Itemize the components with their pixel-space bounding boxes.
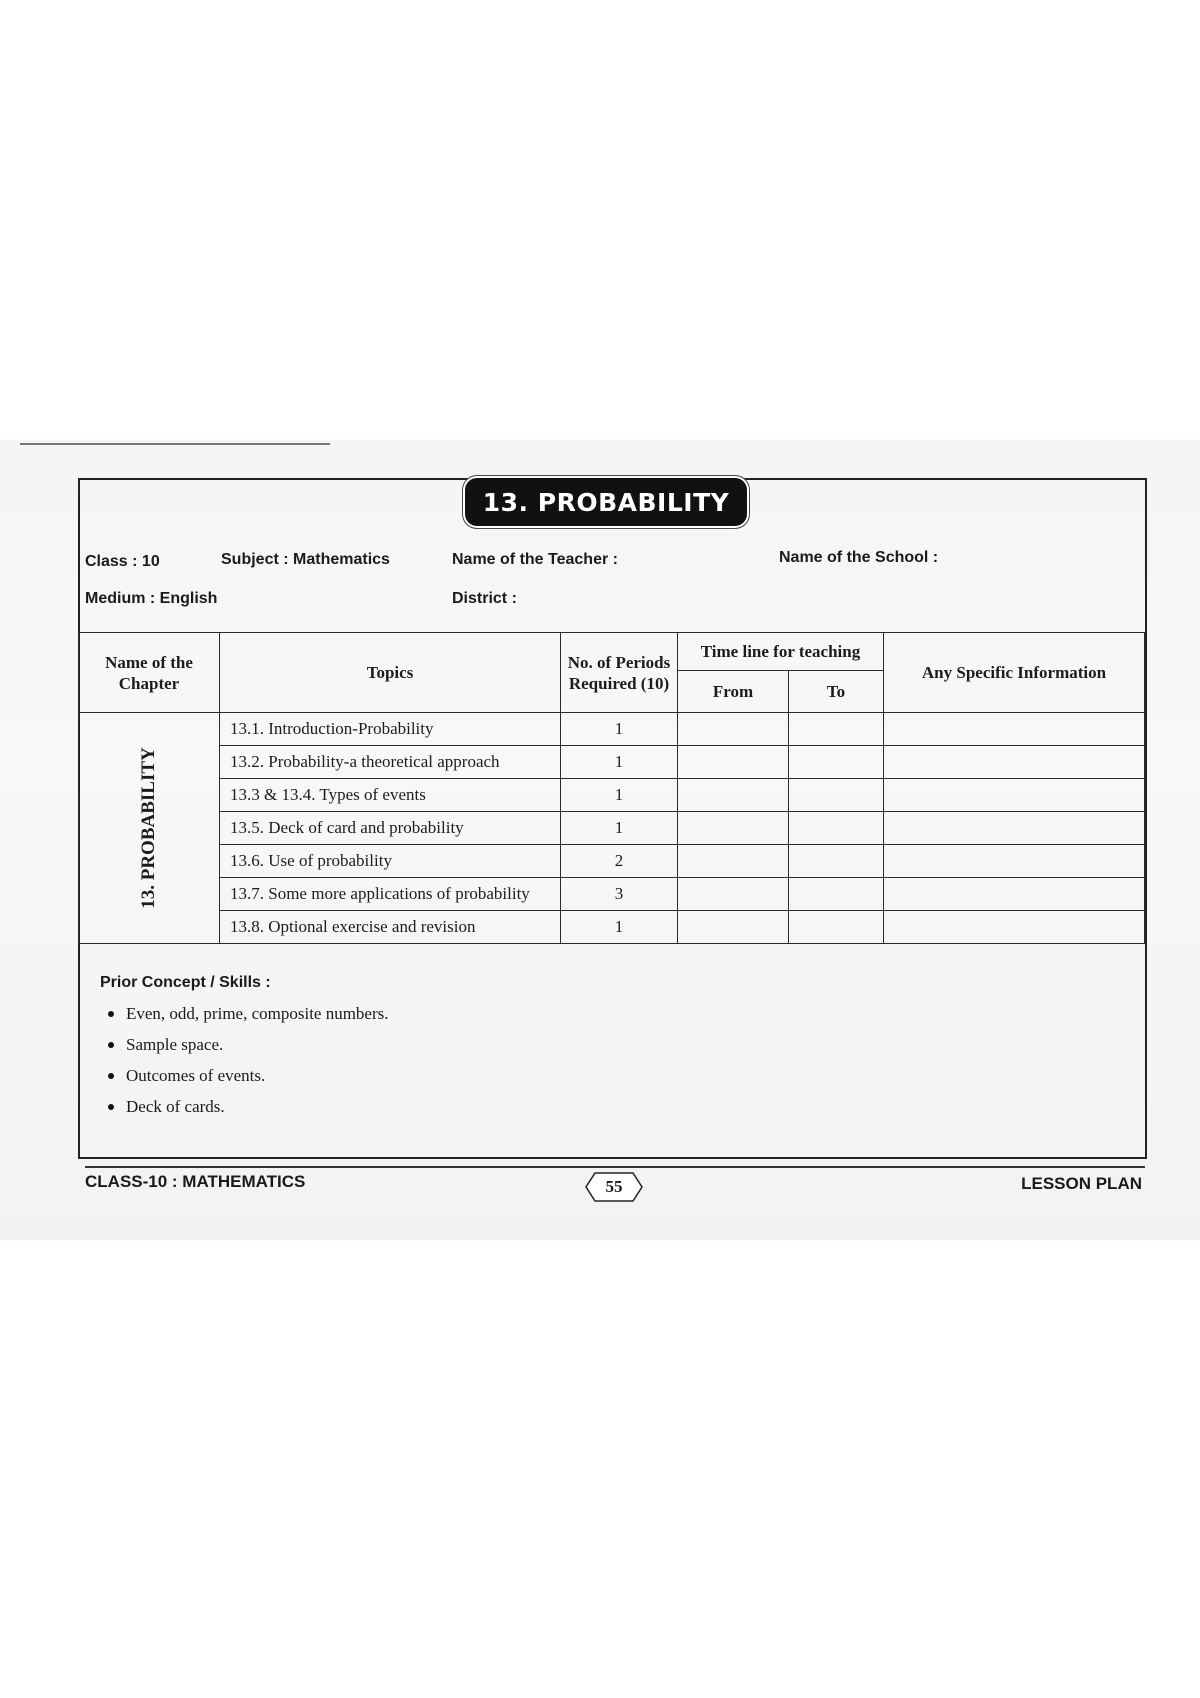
periods-cell: 3	[561, 878, 678, 911]
topic-cell: 13.8. Optional exercise and revision	[220, 911, 561, 944]
info-cell	[884, 713, 1145, 746]
list-item	[108, 998, 389, 1029]
list-item	[108, 1060, 389, 1091]
topic-cell: 13.7. Some more applications of probability	[220, 878, 561, 911]
from-cell	[678, 713, 789, 746]
lesson-plan-table	[78, 632, 1145, 944]
info-cell	[884, 911, 1145, 944]
header-timeline: Time line for teaching	[678, 633, 884, 671]
from-cell	[678, 746, 789, 779]
bullet-icon	[108, 1011, 114, 1017]
chapter-name-cell	[79, 713, 220, 944]
topic-cell: 13.1. Introduction-Probability	[220, 713, 561, 746]
info-cell	[884, 812, 1145, 845]
from-cell	[678, 911, 789, 944]
medium-label: Medium : English	[85, 590, 218, 607]
skill-text: Outcomes of events.	[126, 1065, 266, 1085]
school-name-label: Name of the School :	[779, 549, 939, 566]
subject-label: Subject : Mathematics	[221, 551, 390, 568]
to-cell	[789, 878, 884, 911]
class-label: Class : 10	[85, 553, 160, 570]
topic-cell: 13.6. Use of probability	[220, 845, 561, 878]
district-label: District :	[452, 590, 517, 607]
periods-cell: 1	[561, 713, 678, 746]
header-chapter: Name of the Chapter	[79, 633, 220, 713]
periods-cell: 1	[561, 779, 678, 812]
info-cell	[884, 878, 1145, 911]
topic-cell: 13.2. Probability-a theoretical approach	[220, 746, 561, 779]
footer-rule	[85, 1166, 1145, 1168]
chapter-name: 13. PROBABILITY	[138, 747, 159, 909]
to-cell	[789, 845, 884, 878]
skill-text: Even, odd, prime, composite numbers.	[126, 1003, 389, 1023]
skill-text: Sample space.	[126, 1034, 224, 1054]
periods-cell: 1	[561, 812, 678, 845]
prior-skills-list	[108, 998, 389, 1122]
header-info: Any Specific Information	[884, 633, 1145, 713]
page-number	[585, 1172, 643, 1202]
periods-cell: 1	[561, 746, 678, 779]
periods-cell: 2	[561, 845, 678, 878]
header-topics: Topics	[220, 633, 561, 713]
from-cell	[678, 878, 789, 911]
periods-cell: 1	[561, 911, 678, 944]
info-cell	[884, 845, 1145, 878]
list-item	[108, 1091, 389, 1122]
to-cell	[789, 812, 884, 845]
topic-cell: 13.5. Deck of card and probability	[220, 812, 561, 845]
from-cell	[678, 779, 789, 812]
skill-text: Deck of cards.	[126, 1096, 225, 1116]
footer-lesson-plan: LESSON PLAN	[1021, 1174, 1142, 1193]
bullet-icon	[108, 1073, 114, 1079]
page-number-text: 55	[605, 1177, 623, 1196]
header-from: From	[678, 671, 789, 713]
list-item	[108, 1029, 389, 1060]
info-cell	[884, 746, 1145, 779]
to-cell	[789, 911, 884, 944]
top-rule	[20, 443, 330, 445]
chapter-title: 13. PROBABILITY	[467, 480, 745, 524]
to-cell	[789, 746, 884, 779]
bullet-icon	[108, 1104, 114, 1110]
from-cell	[678, 812, 789, 845]
bullet-icon	[108, 1042, 114, 1048]
to-cell	[789, 713, 884, 746]
teacher-name-label: Name of the Teacher :	[452, 551, 618, 568]
header-periods: No. of Periods Required (10)	[561, 633, 678, 713]
header-to: To	[789, 671, 884, 713]
to-cell	[789, 779, 884, 812]
info-cell	[884, 779, 1145, 812]
footer-class-subject: CLASS-10 : MATHEMATICS	[85, 1172, 306, 1191]
prior-concept-heading: Prior Concept / Skills :	[100, 974, 271, 991]
from-cell	[678, 845, 789, 878]
topic-cell: 13.3 & 13.4. Types of events	[220, 779, 561, 812]
